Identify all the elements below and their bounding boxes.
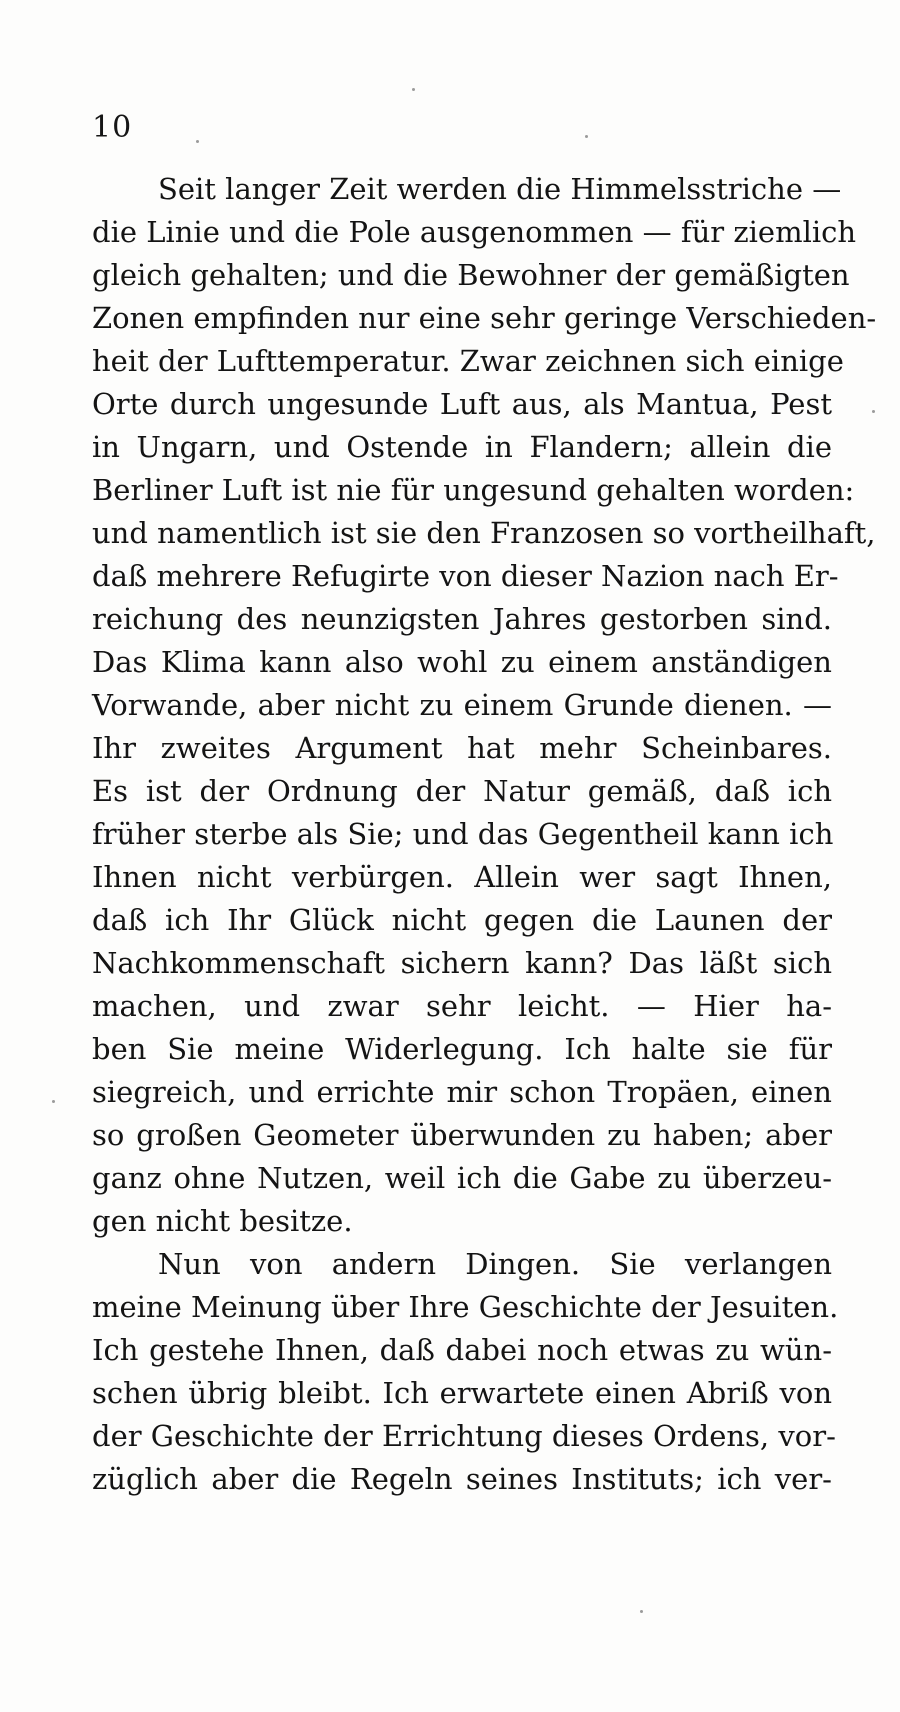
text-line: gleich gehalten; und die Bewohner der gemäßigten	[92, 258, 850, 292]
text-line: Nun von andern Dingen. Sie verlangen	[158, 1247, 832, 1281]
text-line: schen übrig bleibt. Ich erwartete einen Abriß von	[92, 1376, 832, 1410]
print-speck	[640, 1610, 643, 1613]
text-line: reichung des neunzigsten Jahres gestorben sind.	[92, 602, 832, 636]
print-speck	[52, 1100, 55, 1103]
text-line: ganz ohne Nutzen, weil ich die Gabe zu überzeu-	[92, 1161, 832, 1195]
text-line: gen nicht besitze.	[92, 1204, 353, 1238]
text-line: daß ich Ihr Glück nicht gegen die Launen der	[92, 903, 832, 937]
text-line: meine Meinung über Ihre Geschichte der Jesuiten.	[92, 1290, 839, 1324]
text-line: Berliner Luft ist nie für ungesund gehalten worden:	[92, 473, 855, 507]
text-line: Ihr zweites Argument hat mehr Scheinbares.	[92, 731, 832, 765]
text-line: Ich gestehe Ihnen, daß dabei noch etwas zu wün-	[92, 1333, 832, 1367]
text-line: so großen Geometer überwunden zu haben; aber	[92, 1118, 832, 1152]
body-text	[92, 168, 877, 1501]
text-line: Das Klima kann also wohl zu einem anständigen	[92, 645, 832, 679]
text-line: und namentlich ist sie den Franzosen so vortheilhaft,	[92, 516, 876, 550]
text-line: züglich aber die Regeln seines Instituts; ich ver-	[92, 1462, 832, 1496]
text-line: heit der Lufttemperatur. Zwar zeichnen sich einige	[92, 344, 844, 378]
text-line: der Geschichte der Errichtung dieses Ordens, vor-	[92, 1419, 836, 1453]
text-line: Zonen empfinden nur eine sehr geringe Verschieden-	[92, 301, 877, 335]
print-speck	[196, 140, 199, 143]
text-line: siegreich, und errichte mir schon Tropäen, einen	[92, 1075, 832, 1109]
text-line: Nachkommenschaft sichern kann? Das läßt sich	[92, 946, 832, 980]
text-line: die Linie und die Pole ausgenommen — für ziemlich	[92, 215, 857, 249]
text-line: ben Sie meine Widerlegung. Ich halte sie für	[92, 1032, 832, 1066]
text-line: Vorwande, aber nicht zu einem Grunde dienen. —	[92, 688, 832, 722]
text-line: Orte durch ungesunde Luft aus, als Mantua, Pest	[92, 387, 832, 421]
text-line: machen, und zwar sehr leicht. — Hier ha-	[92, 989, 832, 1023]
text-line: Ihnen nicht verbürgen. Allein wer sagt Ihnen,	[92, 860, 832, 894]
text-line: Seit langer Zeit werden die Himmelsstriche —	[158, 172, 842, 206]
text-line: in Ungarn, und Ostende in Flandern; allein die	[92, 430, 832, 464]
text-line: Es ist der Ordnung der Natur gemäß, daß ich	[92, 774, 832, 808]
print-speck	[412, 88, 415, 91]
text-line: daß mehrere Refugirte von dieser Nazion nach Er-	[92, 559, 839, 593]
print-speck	[872, 410, 875, 413]
text-line: früher sterbe als Sie; und das Gegentheil kann ich	[92, 817, 834, 851]
page-number: 10	[92, 110, 133, 145]
print-speck	[585, 135, 588, 138]
